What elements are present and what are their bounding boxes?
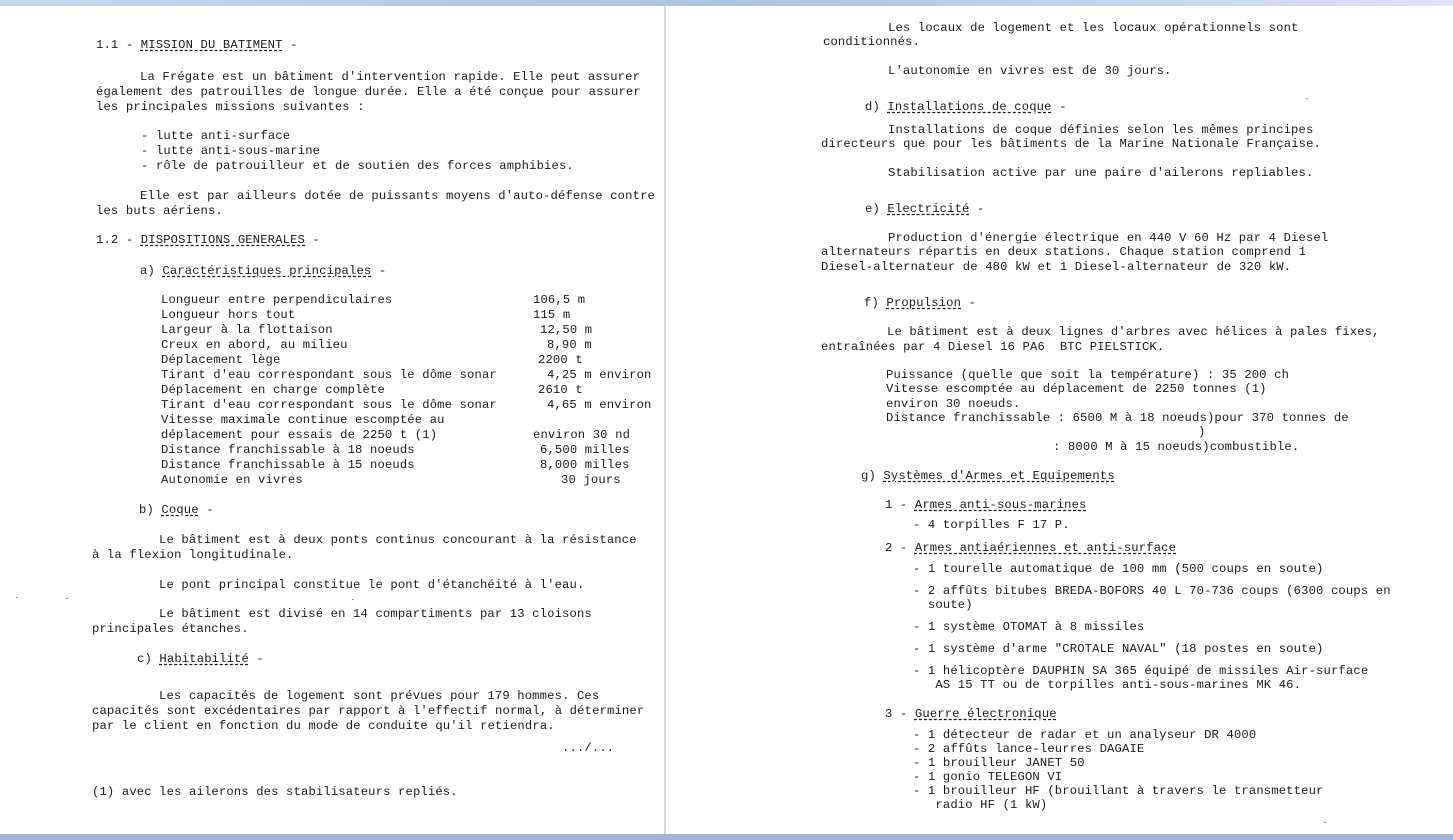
- table-label: Tirant d'eau correspondant sous le dôme sonar: [161, 398, 497, 412]
- section-title: MISSION DU BATIMENT: [140, 38, 283, 52]
- paragraph-line: Le bâtiment est divisé en 14 compartiments par 13 cloisons: [159, 607, 592, 621]
- subsection-g-heading: [861, 469, 1115, 484]
- subsection-title: Caractéristiques principales: [162, 264, 372, 278]
- section-dash: -: [305, 233, 320, 247]
- scan-speck: [1306, 98, 1308, 99]
- table-label: déplacement pour essais de 2250 t (1): [161, 428, 438, 442]
- footnote: (1) avec les ailerons des stabilisateurs repliés.: [92, 785, 458, 799]
- specification-line: environ 30 noeuds.: [886, 397, 1021, 411]
- list-item: - 1 système d'arme "CROTALE NAVAL" (18 postes en soute): [913, 642, 1324, 656]
- paragraph-line: également des patrouilles de longue durée. Elle a été conçue pour assurer: [96, 85, 641, 99]
- specification-line: ): [1198, 425, 1206, 439]
- list-item: radio HF (1 kW): [913, 798, 1048, 812]
- list-item: - 1 tourelle automatique de 100 mm (500 coups en soute): [913, 562, 1324, 576]
- table-label: Longueur hors tout: [161, 308, 296, 322]
- scan-speck: [352, 599, 354, 600]
- specification-line: : 8000 M à 15 noeuds)combustible.: [1053, 440, 1300, 454]
- paragraph-line: par le client en fonction du mode de conduite qu'il retiendra.: [92, 719, 555, 733]
- subsection-label: a): [140, 264, 163, 278]
- paragraph-line: Elle est par ailleurs dotée de puissants moyens d'auto-défense contre: [140, 189, 655, 203]
- table-label: Distance franchissable à 15 noeuds: [161, 458, 415, 472]
- scan-speck: [1324, 822, 1326, 823]
- table-label: Vitesse maximale continue escomptée au: [161, 413, 445, 427]
- list-item: AS 15 TT ou de torpilles anti-sous-marines MK 46.: [913, 678, 1302, 692]
- group-number: 1 -: [885, 498, 915, 512]
- group-number: 2 -: [885, 541, 915, 555]
- section-title: DISPOSITIONS GENERALES: [140, 233, 305, 247]
- document-page-left: [0, 6, 664, 834]
- specification-line: Puissance (quelle que soit la température) : 35 200 ch: [886, 368, 1290, 382]
- specification-line: Distance franchissable : 6500 M à 18 noeuds)pour 370 tonnes de: [886, 411, 1349, 425]
- paragraph-line: Stabilisation active par une paire d'ailerons repliables.: [888, 166, 1314, 180]
- group-number: 3 -: [885, 707, 915, 721]
- paragraph-line: les principales missions suivantes :: [96, 100, 365, 114]
- subsection-c-heading: [137, 652, 264, 667]
- group-title: Armes antiaériennes et anti-surface: [914, 541, 1177, 555]
- paragraph-line: Le bâtiment est à deux ponts continus concourant à la résistance: [159, 533, 637, 547]
- paragraph-line: directeurs que pour les bâtiments de la Marine Nationale Française.: [821, 137, 1322, 151]
- paragraph-line: à la flexion longitudinale.: [92, 548, 294, 562]
- list-item: - 4 torpilles F 17 P.: [913, 518, 1070, 532]
- document-page-right: [665, 6, 1453, 834]
- subsection-title: Installations de coque: [887, 100, 1052, 114]
- table-value: 30 jours: [561, 473, 621, 487]
- list-item: soute): [913, 598, 973, 612]
- group-title: Guerre électronique: [914, 707, 1057, 721]
- subsection-dash: -: [371, 264, 387, 278]
- list-item: - 1 détecteur de radar et un analyseur DR 4000: [913, 728, 1257, 742]
- table-value: 4,65 m environ: [547, 398, 652, 412]
- subsection-dash: -: [198, 503, 214, 517]
- list-item: - 2 affûts bitubes BREDA-BOFORS 40 L 70-736 coups (6300 coups en: [913, 584, 1391, 598]
- subsection-label: e): [865, 202, 888, 216]
- table-value: 106,5 m: [533, 293, 586, 307]
- paragraph-line: Diesel-alternateur de 480 kW et 1 Diesel-alternateur de 320 kW.: [821, 260, 1292, 274]
- list-item: - lutte anti-surface: [141, 129, 291, 143]
- list-item: - 1 brouilleur HF (brouillant à travers le transmetteur: [913, 784, 1324, 798]
- paragraph-line: capacités sont excédentaires par rapport à l'effectif normal, à déterminer: [92, 704, 645, 718]
- paragraph-line: Installations de coque définies selon les mêmes principes: [888, 123, 1314, 137]
- paragraph-line: Les capacités de logement sont prévues pour 179 hommes. Ces: [159, 689, 600, 703]
- table-label: Déplacement lège: [161, 353, 281, 367]
- paragraph-line: entraînées par 4 Diesel 16 PA6 BTC PIELSTICK.: [821, 340, 1165, 354]
- continued-mark: .../...: [562, 741, 615, 755]
- table-value: 4,25 m environ: [547, 368, 652, 382]
- subsection-dash: -: [248, 652, 264, 666]
- subsection-d-heading: [865, 100, 1067, 115]
- subsection-dash: -: [961, 296, 976, 310]
- section-1-1-heading: [96, 38, 298, 53]
- weapons-group-3-heading: [885, 707, 1057, 722]
- subsection-dash: -: [969, 202, 985, 216]
- section-number: 1.2 -: [96, 233, 141, 247]
- subsection-label: b): [139, 503, 162, 517]
- subsection-label: g): [861, 469, 884, 483]
- section-number: 1.1 -: [96, 38, 141, 52]
- viewer-bottom-bar: [0, 834, 1453, 840]
- subsection-label: c): [137, 652, 160, 666]
- table-value: 115 m: [533, 308, 571, 322]
- list-item: - 1 hélicoptère DAUPHIN SA 365 équipé de missiles Air-surface: [913, 664, 1369, 678]
- paragraph-line: principales étanches.: [92, 622, 249, 636]
- table-value: 8,90 m: [547, 338, 592, 352]
- table-value: 2200 t: [538, 353, 583, 367]
- table-value: environ 30 nd: [533, 428, 631, 442]
- list-item: - rôle de patrouilleur et de soutien des forces amphibies.: [141, 159, 574, 173]
- subsection-title: Habitabilité: [159, 652, 249, 666]
- subsection-title: Coque: [161, 503, 199, 517]
- section-dash: -: [282, 38, 298, 52]
- table-label: Longueur entre perpendiculaires: [161, 293, 393, 307]
- table-label: Creux en abord, au milieu: [161, 338, 348, 352]
- table-value: 12,50 m: [540, 323, 593, 337]
- table-label: Largeur à la flottaison: [161, 323, 333, 337]
- list-item: - lutte anti-sous-marine: [141, 144, 321, 158]
- weapons-group-1-heading: [885, 498, 1087, 513]
- subsection-label: d): [865, 100, 888, 114]
- subsection-a-heading: [140, 264, 386, 279]
- subsection-label: f): [864, 296, 887, 310]
- list-item: - 2 affûts lance-leurres DAGAIE: [913, 742, 1145, 756]
- section-1-2-heading: [96, 233, 320, 248]
- table-label: Autonomie en vivres: [161, 473, 303, 487]
- table-value: 6,500 milles: [540, 443, 630, 457]
- specification-line: Vitesse escomptée au déplacement de 2250 tonnes (1): [886, 382, 1267, 396]
- subsection-e-heading: [865, 202, 984, 217]
- subsection-b-heading: [139, 503, 214, 518]
- paragraph-line: Les locaux de logement et les locaux opérationnels sont: [888, 21, 1299, 35]
- table-label: Distance franchissable à 18 noeuds: [161, 443, 415, 457]
- paragraph-line: conditionnés.: [823, 35, 921, 49]
- table-label: Tirant d'eau correspondant sous le dôme sonar: [161, 368, 497, 382]
- list-item: - 1 gonio TELEGON VI: [913, 770, 1063, 784]
- group-title: Armes anti-sous-marines: [914, 498, 1087, 512]
- paragraph-line: Le pont principal constitue le pont d'étanchéité à l'eau.: [159, 578, 585, 592]
- subsection-dash: -: [1051, 100, 1067, 114]
- table-value: 2610 t: [538, 383, 583, 397]
- paragraph-line: L'autonomie en vivres est de 30 jours.: [888, 64, 1172, 78]
- scan-speck: [16, 597, 18, 598]
- scan-speck: [66, 598, 68, 599]
- paragraph-line: La Frégate est un bâtiment d'intervention rapide. Elle peut assurer: [140, 70, 641, 84]
- paragraph-line: alternateurs répartis en deux stations. Chaque station comprend 1: [821, 245, 1307, 259]
- subsection-title: Systèmes d'Armes et Equipements: [883, 469, 1115, 483]
- list-item: - 1 système OTOMAT à 8 missiles: [913, 620, 1145, 634]
- list-item: - 1 brouilleur JANET 50: [913, 756, 1085, 770]
- weapons-group-2-heading: [885, 541, 1176, 556]
- paragraph-line: les buts aériens.: [96, 204, 223, 218]
- paragraph-line: Production d'énergie électrique en 440 V 60 Hz par 4 Diesel: [888, 231, 1329, 245]
- subsection-title: Propulsion: [886, 296, 962, 310]
- subsection-title: Electricité: [887, 202, 970, 216]
- table-label: Déplacement en charge complète: [161, 383, 385, 397]
- subsection-f-heading: [864, 296, 976, 311]
- table-value: 8,000 milles: [540, 458, 630, 472]
- paragraph-line: Le bâtiment est à deux lignes d'arbres avec hélices à pales fixes,: [887, 325, 1380, 339]
